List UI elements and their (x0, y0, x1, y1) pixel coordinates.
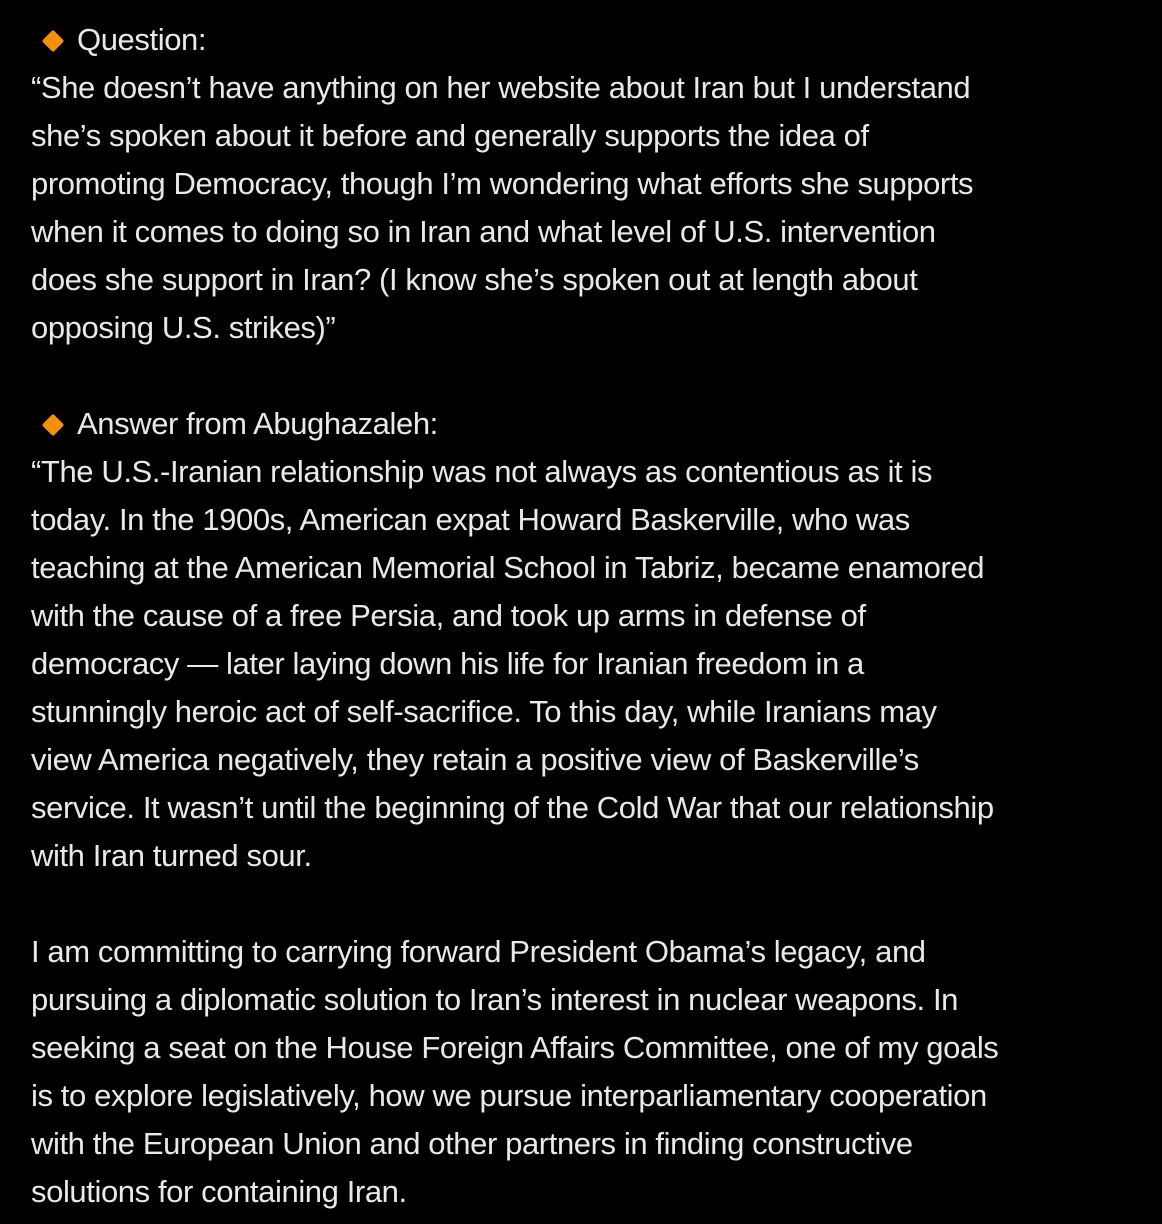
answer-label: Answer from Abughazaleh: (77, 406, 438, 441)
question-line: when it comes to doing so in Iran and what level of U.S. intervention (31, 214, 936, 249)
answer-line: teaching at the American Memorial School in Tabriz, became enamored (31, 550, 985, 585)
answer-line: today. In the 1900s, American expat Howard Baskerville, who was (31, 502, 910, 537)
answer-line: view America negatively, they retain a positive view of Baskerville’s (31, 742, 919, 777)
question-line: promoting Democracy, though I’m wondering what efforts she supports (31, 166, 974, 201)
answer-line: “The U.S.-Iranian relationship was not always as contentious as it is (31, 454, 933, 489)
answer-line: democracy — later laying down his life for Iranian freedom in a (31, 646, 864, 681)
answer-line: I am committing to carrying forward President Obama’s legacy, and (31, 934, 926, 969)
answer-line: with Iran turned sour. (31, 838, 312, 873)
answer-line: with the European Union and other partners in finding constructive (31, 1126, 913, 1161)
question-line: “She doesn’t have anything on her website about Iran but I understand (31, 70, 971, 105)
answer-line: with the cause of a free Persia, and took up arms in defense of (31, 598, 866, 633)
answer-line: pursuing a diplomatic solution to Iran’s interest in nuclear weapons. In (31, 982, 959, 1017)
answer-line: is to explore legislatively, how we pursue interparliamentary cooperation (31, 1078, 987, 1113)
answer-line: solutions for containing Iran. (31, 1174, 407, 1209)
question-line: she’s spoken about it before and generally supports the idea of (31, 118, 869, 153)
answer-line: seeking a seat on the House Foreign Affairs Committee, one of my goals (31, 1030, 999, 1065)
question-line: does she support in Iran? (I know she’s spoken out at length about (31, 262, 918, 297)
answer-line: service. It wasn’t until the beginning of the Cold War that our relationship (31, 790, 994, 825)
post-text (31, 16, 1162, 1216)
answer-line: stunningly heroic act of self-sacrifice. To this day, while Iranians may (31, 694, 937, 729)
answer-heading (31, 400, 1162, 448)
spacer (31, 352, 1162, 400)
question-line: opposing U.S. strikes)” (31, 310, 336, 345)
orange-diamond-icon (42, 30, 65, 53)
question-label: Question: (77, 22, 207, 57)
spacer (31, 880, 1162, 928)
question-heading (31, 16, 1162, 64)
orange-diamond-icon (42, 414, 65, 437)
